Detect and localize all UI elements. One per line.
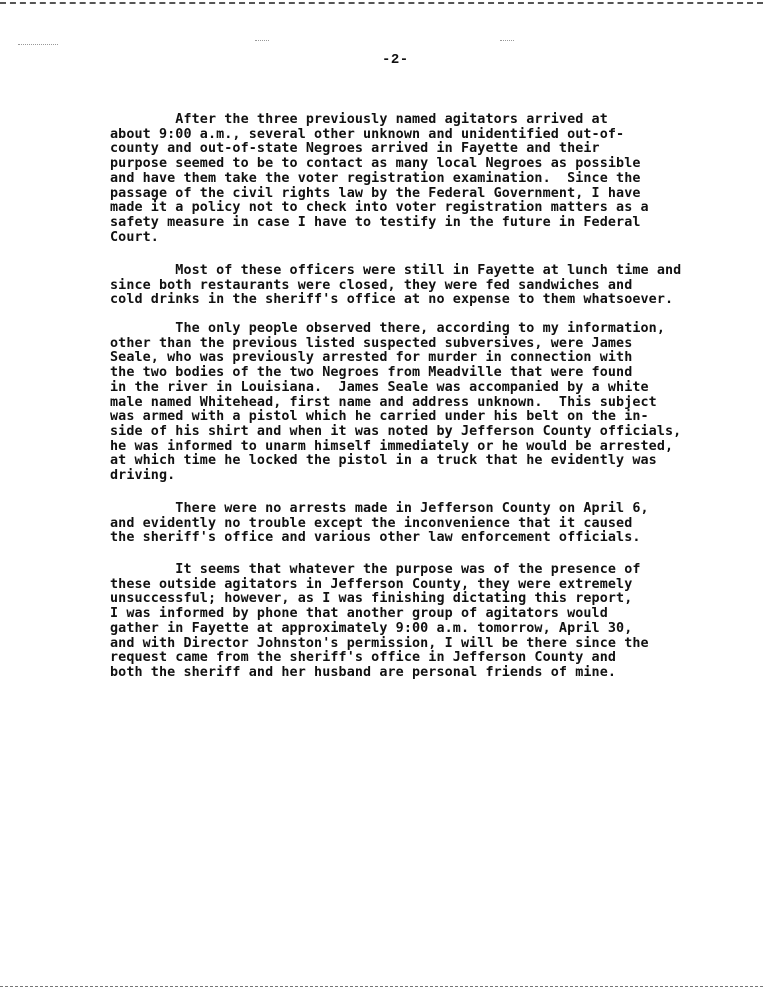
text-line: After the three previously named agitators arrived at [110,112,608,127]
text-line: driving. [110,468,176,484]
page-number: -2- [382,52,409,68]
paragraph-2 [110,264,681,308]
text-line: made it a policy not to check into voter registration matters as a [110,200,649,216]
text-line: county and out-of-state Negroes arrived in Fayette and their [110,141,600,157]
scan-speck [500,40,514,41]
top-edge-rule [0,2,763,4]
text-line: Most of these officers were still in Fayette at lunch time and [110,263,682,278]
text-line: I was informed by phone that another group of agitators would [110,606,608,622]
text-line: in the river in Louisiana. James Seale was accompanied by a white [110,379,649,395]
text-line: he was informed to unarm himself immediately or he would be arrested, [110,438,674,454]
text-line: both the sheriff and her husband are personal friends of mine. [110,664,617,680]
bottom-edge-rule [0,986,763,987]
text-line: and evidently no trouble except the inconvenience that it caused [110,515,633,531]
paragraph-1 [110,113,649,245]
text-line: The only people observed there, according to my information, [110,321,666,336]
scan-speck [18,44,58,45]
text-line: cold drinks in the sheriff's office at no expense to them whatsoever. [110,292,674,308]
text-line: unsuccessful; however, as I was finishing dictating this report, [110,591,633,607]
paragraph-5 [110,563,649,681]
text-line: since both restaurants were closed, they were fed sandwiches and [110,277,633,293]
text-line: Court. [110,229,159,245]
paragraph-4 [110,502,649,546]
text-line: Seale, who was previously arrested for murder in connection with [110,350,633,366]
text-line: side of his shirt and when it was noted by Jefferson County officials, [110,423,682,439]
text-line: passage of the civil rights law by the Federal Government, I have [110,185,641,201]
text-line: the two bodies of the two Negroes from Meadville that were found [110,365,633,381]
text-line: purpose seemed to be to contact as many local Negroes as possible [110,156,641,172]
text-line: was armed with a pistol which he carried under his belt on the in- [110,409,649,425]
text-line: other than the previous listed suspected subversives, were James [110,335,633,351]
text-line: and with Director Johnston's permission, I will be there since the [110,635,649,651]
text-line: request came from the sheriff's office in Jefferson County and [110,650,617,666]
text-line: at which time he locked the pistol in a truck that he evidently was [110,453,657,469]
text-line: It seems that whatever the purpose was of the presence of [110,562,641,577]
text-line: these outside agitators in Jefferson County, they were extremely [110,576,633,592]
text-line: about 9:00 a.m., several other unknown and unidentified out-of- [110,126,625,142]
text-line: and have them take the voter registration examination. Since the [110,170,641,186]
paragraph-3 [110,322,681,484]
text-line: There were no arrests made in Jefferson County on April 6, [110,501,649,516]
text-line: safety measure in case I have to testify in the future in Federal [110,214,641,230]
text-line: male named Whitehead, first name and address unknown. This subject [110,394,657,410]
text-line: gather in Fayette at approximately 9:00 a.m. tomorrow, April 30, [110,620,633,636]
text-line: the sheriff's office and various other law enforcement officials. [110,530,641,546]
scan-speck [255,40,269,41]
